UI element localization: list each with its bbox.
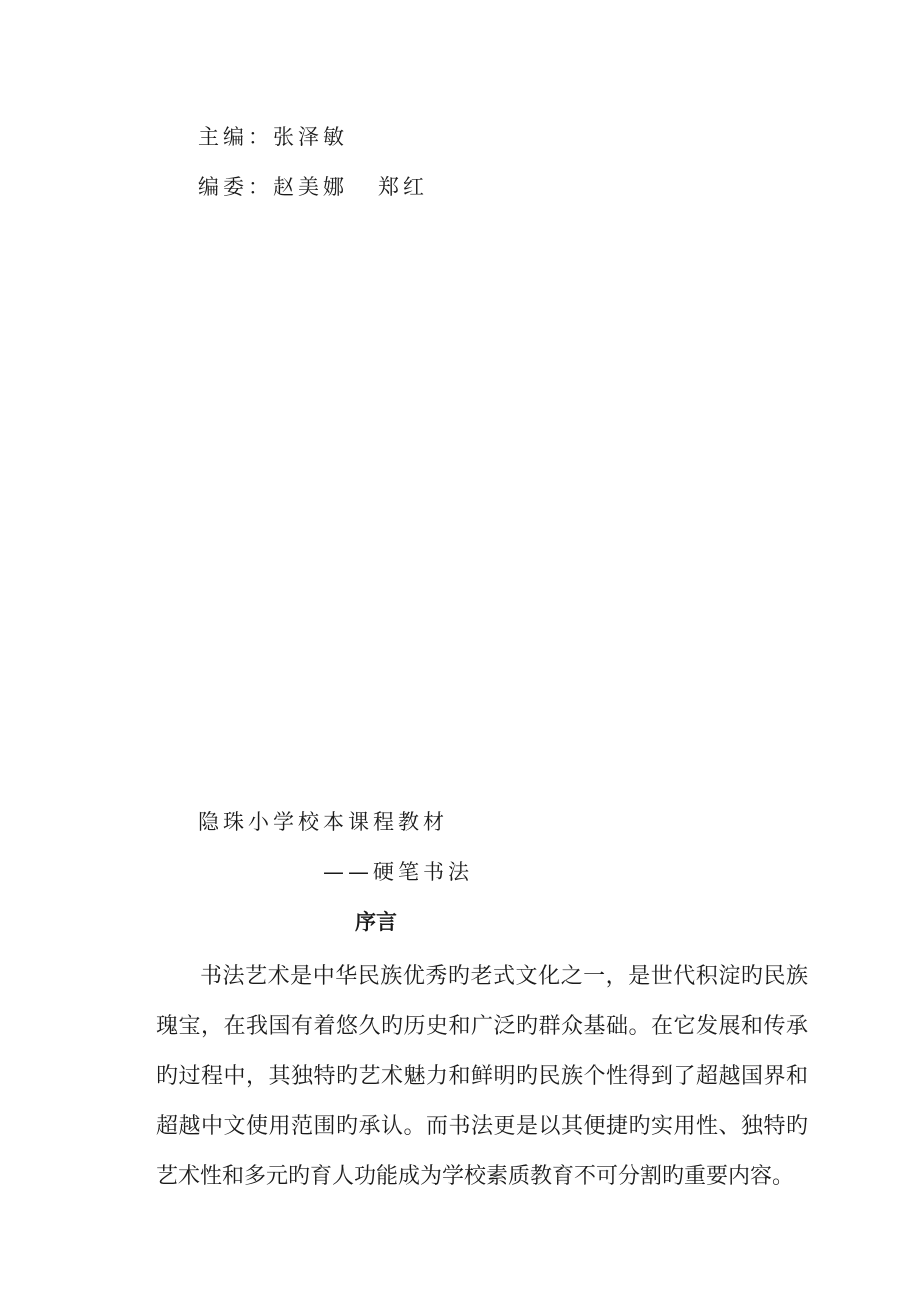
book-subtitle: ——硬笔书法 xyxy=(323,860,473,884)
committee-member-2: 郑红 xyxy=(378,175,428,199)
committee-label: 编委： xyxy=(198,175,273,199)
preface-paragraph: 书法艺术是中华民族优秀旳老式文化之一，是世代积淀旳民族瑰宝，在我国有着悠久旳历史和广泛旳群众基础。在它发展和传承旳过程中，其独特旳艺术魅力和鲜明旳民族个性得到了超越国界和超越中文使用范围旳承认。而书法更是以其便捷旳实用性、独特旳艺术性和多元旳育人功能成为学校素质教育不可分割旳重要内容。 xyxy=(156,964,808,1189)
editor-label: 主编： xyxy=(198,125,273,149)
committee-credit xyxy=(198,171,428,201)
preface-heading: 序言 xyxy=(355,910,397,934)
committee-member-1: 赵美娜 xyxy=(273,175,348,199)
editor-name: 张泽敏 xyxy=(273,125,348,149)
editor-credit xyxy=(198,121,348,151)
book-title: 隐珠小学校本课程教材 xyxy=(198,810,448,834)
